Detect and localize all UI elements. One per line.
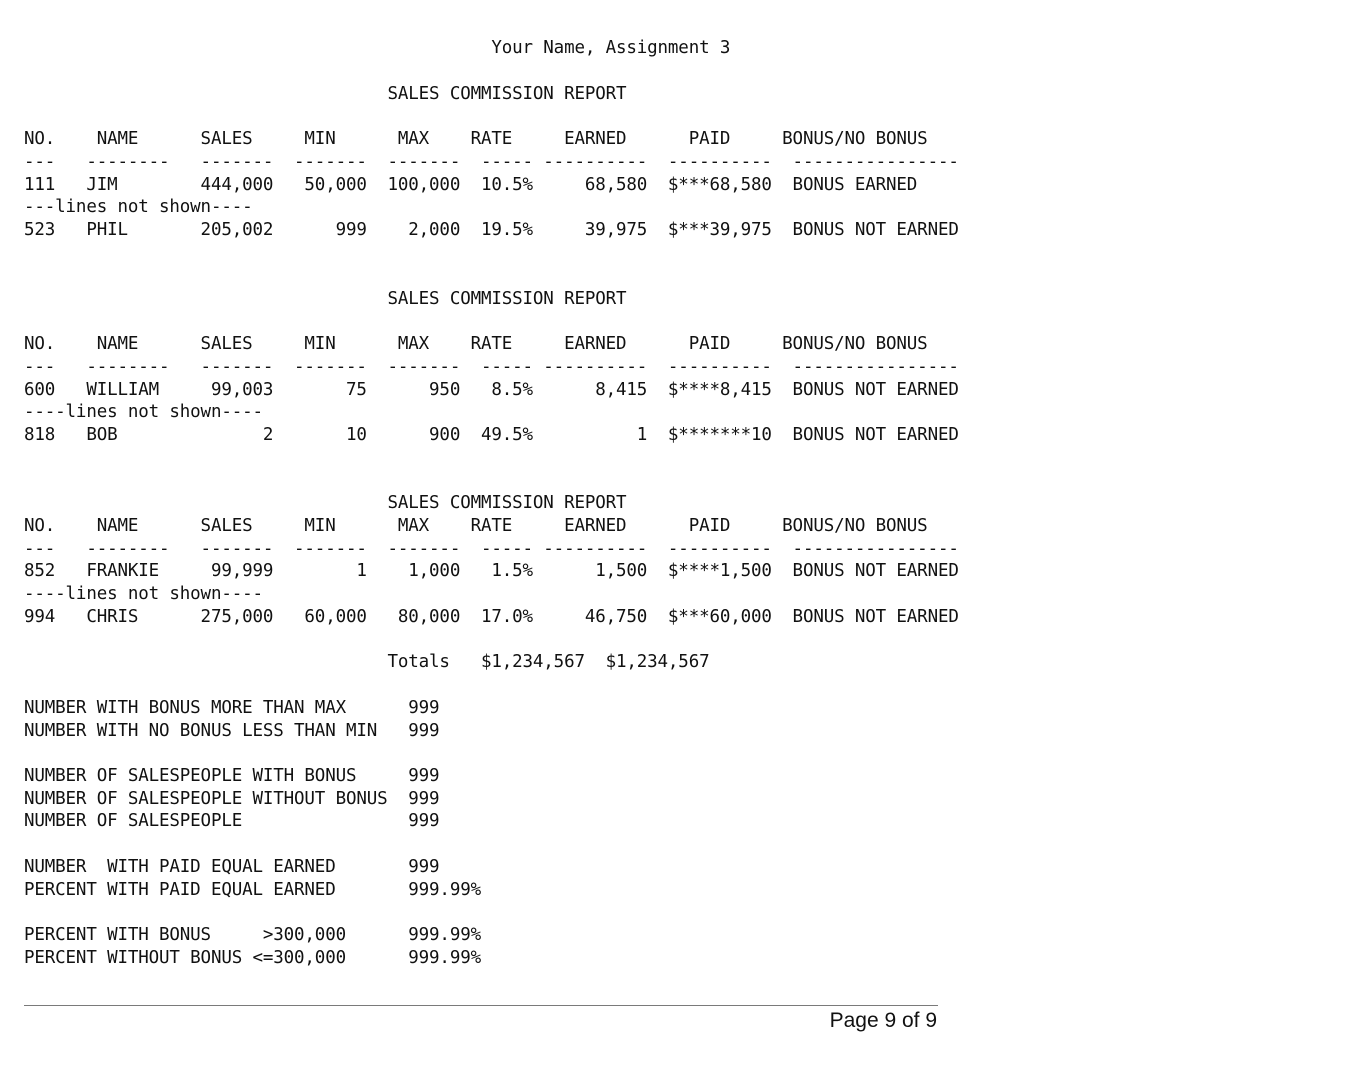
column-separator-row: --- -------- ------- ------- ------- ----- ---------- ---------- ----------------	[24, 152, 959, 172]
lines-not-shown-note: ---lines not shown----	[24, 197, 253, 217]
summary-line: NUMBER OF SALESPEOPLE WITHOUT BONUS 999	[24, 789, 440, 809]
table-row: 523 PHIL 205,002 999 2,000 19.5% 39,975 $***39,975 BONUS NOT EARNED	[24, 220, 959, 240]
summary-line: NUMBER OF SALESPEOPLE WITH BONUS 999	[24, 766, 440, 786]
report-title: SALES COMMISSION REPORT	[24, 84, 627, 104]
footer-divider	[24, 1005, 938, 1006]
column-separator-row: --- -------- ------- ------- ------- ----- ---------- ---------- ----------------	[24, 357, 959, 377]
lines-not-shown-note: ----lines not shown----	[24, 584, 263, 604]
table-row: 600 WILLIAM 99,003 75 950 8.5% 8,415 $****8,415 BONUS NOT EARNED	[24, 380, 959, 400]
column-header-row: NO. NAME SALES MIN MAX RATE EARNED PAID BONUS/NO BONUS	[24, 129, 928, 149]
summary-line: NUMBER WITH PAID EQUAL EARNED 999	[24, 857, 440, 877]
report-title: SALES COMMISSION REPORT	[24, 289, 627, 309]
summary-line: NUMBER WITH NO BONUS LESS THAN MIN 999	[24, 721, 440, 741]
table-row: 111 JIM 444,000 50,000 100,000 10.5% 68,580 $***68,580 BONUS EARNED	[24, 175, 918, 195]
page-number: Page 9 of 9	[829, 1009, 937, 1032]
table-row: 994 CHRIS 275,000 60,000 80,000 17.0% 46,750 $***60,000 BONUS NOT EARNED	[24, 607, 959, 627]
report-title: SALES COMMISSION REPORT	[24, 493, 627, 513]
summary-line: PERCENT WITHOUT BONUS <=300,000 999.99%	[24, 948, 481, 968]
summary-line: NUMBER OF SALESPEOPLE 999	[24, 811, 440, 831]
summary-line: NUMBER WITH BONUS MORE THAN MAX 999	[24, 698, 440, 718]
table-row: 818 BOB 2 10 900 49.5% 1 $*******10 BONUS NOT EARNED	[24, 425, 959, 445]
column-header-row: NO. NAME SALES MIN MAX RATE EARNED PAID BONUS/NO BONUS	[24, 334, 928, 354]
column-separator-row: --- -------- ------- ------- ------- ----- ---------- ---------- ----------------	[24, 539, 959, 559]
totals-row: Totals $1,234,567 $1,234,567	[24, 652, 710, 672]
lines-not-shown-note: ----lines not shown----	[24, 402, 263, 422]
summary-line: PERCENT WITH BONUS >300,000 999.99%	[24, 925, 481, 945]
column-header-row: NO. NAME SALES MIN MAX RATE EARNED PAID BONUS/NO BONUS	[24, 516, 928, 536]
summary-line: PERCENT WITH PAID EQUAL EARNED 999.99%	[24, 880, 481, 900]
table-row: 852 FRANKIE 99,999 1 1,000 1.5% 1,500 $****1,500 BONUS NOT EARNED	[24, 561, 959, 581]
header-line: Your Name, Assignment 3	[24, 38, 731, 58]
